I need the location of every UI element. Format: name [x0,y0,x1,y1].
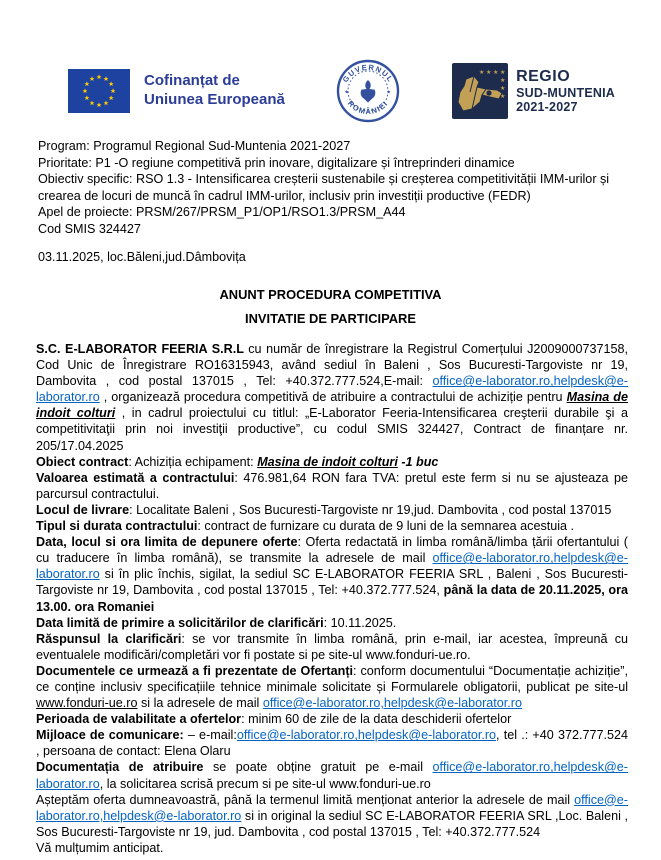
program-line-prioritate: Prioritate: P1 -O regiune competitivă prin inovare, digitalizare și întreprinderi dinamice [38,155,515,170]
seal-right-star-icon: ★ [386,89,392,96]
eu-flag-icon [68,69,130,113]
svg-text:★: ★ [500,70,506,76]
text-run: Vă mulțumim anticipat. [36,840,164,855]
seal-top-text: GUVERNUL [341,62,396,85]
text-run: : se vor transmite în limba română, prin e-mail, iar acestea, împreună cu eventualele modificări/completări vor fi postate si pe site-ul www.fonduri-ue.ro. [36,631,629,662]
text-run: – e-mail: [183,728,237,743]
text-run: : Localitate Baleni , Sos Bucuresti-Targoviste nr 19,jud. Dambovita , cod postal 137015 [129,502,612,517]
text-run: Răspunsul la clarificări [36,631,182,646]
text-run: : minim 60 de zile de la data deschiderii ofertelor [241,712,512,727]
text-run: : Oferta redactată in limba română/limba țării ofertantului ( cu traducere în limba română), se transmite la adresele de mail [36,535,628,566]
program-info [38,138,631,237]
svg-text:★: ★ [493,70,499,76]
document-body [36,341,628,856]
paragraph [36,470,628,502]
email-link[interactable]: office@e-laborator.ro,helpdesk@e-laborator.ro [36,792,628,823]
text-run: , tel .: +40 372.777.524 , persoana de contact: Elena Olaru [36,728,628,759]
text-run: Perioada de valabilitate a ofertelor [36,712,242,727]
program-line-apel: Apel de proiecte: PRSM/267/PRSM_P1/OP1/RSO1.3/PRSM_A44 [38,205,406,219]
paragraph [36,502,628,518]
eu-logo-line1: Cofinanțat de [144,72,240,90]
paragraph [36,663,628,711]
text-run: Masina de indoit colturi [36,390,629,421]
seal-left-star-icon: ★ [344,89,350,96]
svg-text:★: ★ [500,94,506,100]
email-link[interactable]: office@e-laborator.ro,helpdesk@e-laborator.ro [262,696,522,711]
email-link[interactable]: office@e-laborator.ro,helpdesk@e-laborator.ro [36,760,629,791]
date-location-line: 03.11.2025, loc.Băleni,jud.Dâmbovița [38,250,246,264]
announcement-title: ANUNT PROCEDURA COMPETITIVA [219,287,442,302]
government-seal-icon [336,59,400,123]
program-line-obiectiv: Obiectiv specific: RSO 1.3 - Intensificarea creșterii sustenabile și creșterea competitivității IMM-urilor și crearea de locuri de muncă în cadrul IMM-urilor, inclusiv prin investiții productive (FEDR) [38,172,610,203]
invitation-subtitle: INVITATIE DE PARTICIPARE [245,311,416,326]
text-run: Masina de indoit colturi [257,454,398,469]
regio-sud-muntenia-logo [452,63,615,119]
paragraph [36,727,628,759]
regio-line2: SUD-MUNTENIA [516,85,615,100]
map-hole [486,90,491,95]
program-line-smis: Cod SMIS 324427 [38,221,141,236]
paragraph [36,534,628,614]
paragraph [36,711,628,727]
text-run: , in cadrul proiectului cu titlul: „E-Laborator Feeria-Intensificarea creşterii durabile şi a competitivitaţii prin noi investiţii productive”, cu codul SMIS 324427, Contract de finanțare nr. 205/17.04.2025 [36,406,628,453]
eu-logo-text [144,72,285,110]
text-run: S.C. E-LABORATOR FEERIA S.R.L [36,342,249,356]
paragraph [36,792,628,840]
paragraph [36,631,628,663]
text-run: -1 buc [397,454,439,469]
email-link[interactable]: office@e-laborator.ro,helpdesk@e-laborator.ro [36,551,628,582]
text-run: : 476.981,64 RON fara TVA: pretul este ferm si nu se ajusteaza pe parcursul contractului. [36,470,628,501]
text-run: cu număr de înregistrare la Registrul Comerțului J2009000737158, Cod Unic de Înregistrare RO16315943, având sediul în Baleni , Sos Bucuresti-Targoviste nr 19, Dambovita , cod postal 137015 , Tel: +40.372.777.524,E-mail: [36,342,628,389]
paragraph [36,454,628,470]
text-run: Data limită de primire a solicitărilor de clarificări [36,615,324,630]
svg-text:★: ★ [486,70,492,76]
eu-logo-line2: Uniunea Europeană [144,91,285,108]
text-run: : conform documentului “Documentație achiziție”, ce conține inclusiv specificațiile tehnice minimale solicitate și Formularele obligatorii, publicat pe site-ul [36,663,628,694]
program-line-program: Program: Programul Regional Sud-Muntenia 2021-2027 [38,139,351,153]
text-run: : 10.11.2025. [323,615,397,630]
text-run: , organizează procedura competitivă de atribuire a contractului de achiziție pentru [99,390,567,405]
text-run: : Achiziția echipament: [128,454,258,469]
svg-text:★: ★ [479,70,485,76]
paragraph [36,840,628,856]
text-run: si în plic închis, sigilat, la sediul SC E-LABORATOR FEERIA SRL , Baleni , Sos Bucuresti-Targoviste nr 19, Dambovita , cod postal 137015 , Tel: +40.372.777.524, [36,567,628,598]
text-run: Locul de livrare [36,502,130,517]
logo-header [0,0,661,126]
regio-line3: 2021-2027 [516,99,578,114]
text-run: Obiect contract [36,454,129,469]
url-link[interactable]: www.fonduri-ue.ro [36,696,138,711]
text-run: Documentația de atribuire [36,760,213,775]
regio-line1: REGIO [516,68,571,86]
text-run: : contract de furnizare cu durata de 9 luni de la semnarea acestuia . [197,519,575,534]
text-run: Valoarea estimată a contractului [36,470,235,485]
paragraph [36,341,628,454]
text-run: se poate obține gratuit pe e-mail [212,760,433,775]
text-run: până la data de 20.11.2025, ora 13.00. ora Romaniei [36,583,629,614]
svg-text:★: ★ [500,86,506,92]
text-run: Data, locul si ora limita de depunere oferte [36,535,298,550]
text-run: si in original la sediul SC E-LABORATOR FEERIA SRL ,Loc. Baleni , Sos Bucuresti-Targoviste nr 19, jud. Dambovita , cod postal 137015 , Tel: +40.372.777.524 [36,808,628,839]
email-link[interactable]: office@e-laborator.ro,helpdesk@e-laborator.ro [36,374,628,405]
text-run: si la adresele de mail [137,696,263,711]
regio-logo-text [516,68,615,114]
text-run: Așteptăm oferta dumneavoastră, până la termenul limită menționat anterior la adresele de mail [36,792,575,807]
text-run: Mijloace de comunicare: [36,728,184,743]
svg-text:★: ★ [500,78,506,84]
regio-map-icon [452,63,508,119]
paragraph [36,518,628,534]
seal-bottom-text: ROMÂNIEI [346,98,391,117]
text-run: , la solicitarea scrisă precum si pe site-ul www.fonduri-ue.ro [99,776,431,791]
eu-cofunded-logo [68,69,285,113]
text-run: Tipul si durata contractului [36,519,198,534]
email-link[interactable]: office@e-laborator.ro,helpdesk@e-laborator.ro [236,728,497,743]
paragraph [36,615,628,631]
text-run: Documentele ce urmează a fi prezentate de Ofertanți [36,663,354,678]
paragraph [36,759,628,791]
